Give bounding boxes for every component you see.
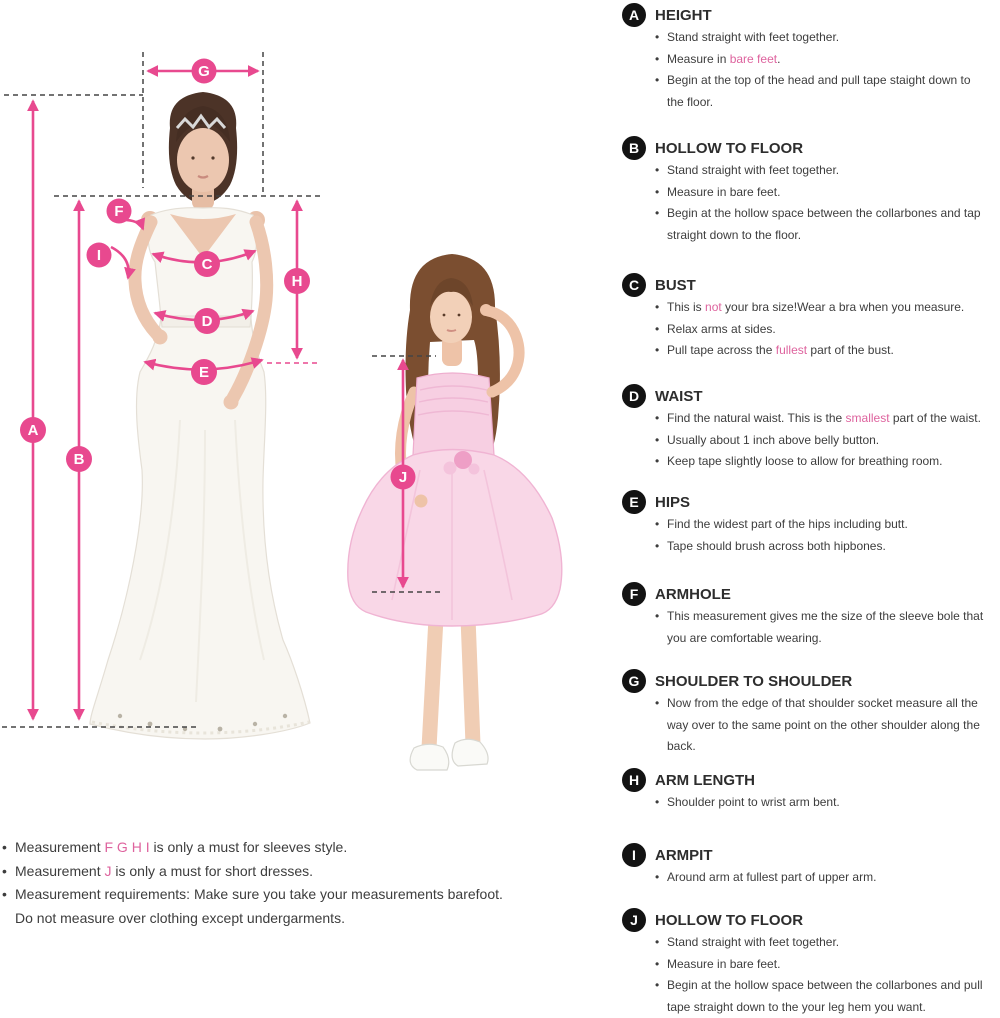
bullet-text: Find the widest part of the hips including butt. (667, 517, 908, 531)
svg-text:J: J (398, 469, 408, 486)
bullet-text: Begin at the hollow space between the collarbones and pull (667, 978, 983, 992)
instruction-section-B (622, 136, 998, 246)
bullet-text: Measure in bare feet. (667, 956, 781, 971)
bullet-item (655, 975, 998, 1018)
badge-letter: D (628, 388, 640, 404)
section-title: BUST (655, 276, 696, 294)
section-bullets (622, 867, 998, 889)
section-title: ARMHOLE (655, 585, 731, 603)
bullet-item (655, 954, 998, 976)
bullet-text: Now from the edge of that shoulder socket measure all the (667, 696, 978, 710)
letter-badge (622, 384, 646, 408)
section-header (622, 768, 998, 792)
note-text: F G H I (104, 839, 150, 855)
instruction-section-J (622, 908, 998, 1018)
bullet-text: tape straight down to the your leg hem you want. (667, 999, 926, 1014)
svg-text:H: H (291, 273, 303, 290)
bullet-text: Around arm at fullest part of upper arm. (667, 870, 877, 884)
armhole-arrow (126, 220, 143, 229)
badge-letter: J (630, 912, 638, 928)
instruction-section-G (622, 669, 998, 758)
section-title: HOLLOW TO FLOOR (655, 139, 804, 157)
bullet-text: This measurement gives me the size of the sleeve bole that (667, 609, 984, 623)
bullet-text: Stand straight with feet together. (667, 30, 840, 44)
badge-letter: I (632, 847, 636, 863)
letter-badge (622, 843, 646, 867)
note-item (2, 860, 522, 884)
bullet-item (655, 514, 998, 536)
letter-badge (622, 908, 646, 932)
badge-letter: B (628, 140, 640, 156)
bullet-text: your bra size!Wear a bra when you measure. (721, 300, 965, 314)
badge-letter: E (629, 494, 639, 510)
letter-badge (622, 3, 646, 27)
instruction-list (615, 0, 998, 1014)
letter-badge (622, 669, 646, 693)
bullet-text: Stand straight with feet together. (667, 163, 840, 177)
section-bullets (622, 514, 998, 557)
letter-badge (622, 273, 646, 297)
bullet-text: smallest (845, 411, 890, 425)
bullet-text: part of the waist. (889, 411, 981, 425)
bullet-item (655, 932, 998, 954)
section-header (622, 582, 998, 606)
instruction-section-E (622, 490, 998, 557)
bullet-text: Usually about 1 inch above belly button. (667, 432, 880, 447)
letter-badge (622, 136, 646, 160)
bullet-item (655, 606, 998, 649)
bullet-item (655, 70, 998, 113)
badge-letter: H (628, 772, 640, 788)
section-bullets (622, 792, 998, 814)
section-title: ARM LENGTH (655, 771, 755, 789)
bullet-item (655, 792, 998, 814)
bullet-text: Shoulder point to wrist arm bent. (667, 795, 840, 809)
marker-J (391, 465, 416, 490)
instruction-section-F (622, 582, 998, 649)
bullet-text: way over to the same point on the other shoulder along the (667, 717, 980, 732)
note-text: Measurement (15, 839, 105, 855)
letter-badge (622, 768, 646, 792)
section-title: HEIGHT (655, 6, 712, 24)
bullet-text: Relax arms at sides. (667, 321, 776, 336)
svg-text:A: A (27, 422, 39, 439)
section-header (622, 384, 998, 408)
svg-text:F: F (114, 203, 124, 220)
note-item (2, 883, 522, 930)
bullet-item (655, 408, 998, 430)
note-text: Do not measure over clothing except undergarments. (15, 909, 345, 926)
marker-H (284, 268, 310, 294)
badge-letter: A (628, 7, 640, 23)
bullet-item (655, 297, 998, 319)
note-item (2, 836, 522, 860)
marker-I (87, 243, 112, 268)
section-title: WAIST (655, 387, 703, 405)
bullet-text: fullest (775, 343, 808, 357)
section-bullets (622, 932, 998, 1018)
letter-badge (622, 490, 646, 514)
short-dress-figure-image (348, 254, 562, 770)
bullet-text: part of the bust. (807, 343, 894, 357)
bullet-item (655, 536, 998, 558)
section-bullets (622, 606, 998, 649)
letter-badge (622, 582, 646, 606)
bullet-text: Begin at the hollow space between the collarbones and tap (667, 206, 981, 220)
bullet-text: Find the natural waist. This is the (667, 411, 846, 425)
note-text: Measurement (15, 862, 105, 879)
bullet-item (655, 340, 998, 362)
marker-E (191, 359, 217, 385)
instruction-section-D (622, 384, 998, 473)
bullet-text: Keep tape slightly loose to allow for breathing room. (667, 454, 943, 468)
marker-F (107, 199, 132, 224)
bullet-text: Begin at the top of the head and pull tape staight down to (667, 73, 971, 87)
instruction-section-C (622, 273, 998, 362)
section-header (622, 136, 998, 160)
armpit-arrow (111, 247, 129, 278)
marker-A (20, 417, 46, 443)
bullet-text: the floor. (667, 94, 714, 109)
svg-text:E: E (198, 364, 210, 381)
bullet-text: Tape should brush across both hipbones. (667, 538, 886, 553)
section-title: HOLLOW TO FLOOR (655, 911, 804, 929)
section-header (622, 490, 998, 514)
note-text: is only a must for sleeves style. (149, 839, 348, 855)
bullet-item (655, 451, 998, 473)
bullet-text: Stand straight with feet together. (667, 935, 840, 949)
bullet-item (655, 203, 998, 246)
section-header (622, 843, 998, 867)
bullet-text: Measure in (667, 51, 730, 66)
bullet-text: This is (667, 300, 706, 314)
bullet-text: not (705, 300, 722, 314)
section-title: SHOULDER TO SHOULDER (655, 672, 853, 690)
bullet-text: you are comfortable wearing. (667, 630, 822, 645)
badge-letter: G (628, 673, 640, 689)
svg-text:C: C (201, 256, 213, 273)
section-bullets (622, 408, 998, 473)
bullet-item (655, 319, 998, 341)
bullet-text: back. (667, 739, 696, 753)
bullet-item (655, 49, 998, 71)
section-title: HIPS (655, 493, 691, 511)
section-header (622, 3, 998, 27)
section-title: ARMPIT (655, 846, 713, 864)
svg-text:B: B (73, 451, 85, 468)
bullet-item (655, 160, 998, 182)
svg-text:D: D (201, 313, 213, 330)
bride-figure-image (90, 92, 310, 739)
marker-G (192, 59, 217, 84)
note-text: Measurement requirements: Make sure you take your measurements barefoot. (15, 886, 503, 902)
section-bullets (622, 27, 998, 113)
svg-text:I: I (96, 247, 102, 264)
bullet-text: . (777, 51, 781, 66)
notes-list (2, 836, 522, 930)
bullet-item (655, 693, 998, 758)
bullet-item (655, 430, 998, 452)
section-header (622, 908, 998, 932)
note-text: is only a must for short dresses. (111, 862, 314, 879)
bullet-item (655, 27, 998, 49)
section-header (622, 273, 998, 297)
section-bullets (622, 160, 998, 246)
badge-letter: C (628, 277, 640, 293)
section-bullets (622, 693, 998, 758)
marker-C (194, 251, 220, 277)
bullet-item (655, 867, 998, 889)
instruction-section-I (622, 843, 998, 889)
note-text: J (104, 862, 112, 879)
bullet-text: Pull tape across the (667, 343, 776, 357)
section-bullets (622, 297, 998, 362)
marker-D (194, 308, 220, 334)
bullet-text: Measure in bare feet. (667, 184, 781, 199)
marker-B (66, 446, 92, 472)
instruction-section-H (622, 768, 998, 814)
svg-text:G: G (198, 63, 210, 80)
instruction-section-A (622, 3, 998, 113)
bullet-item (655, 182, 998, 204)
section-header (622, 669, 998, 693)
bullet-text: bare feet (729, 51, 778, 66)
badge-letter: F (629, 586, 639, 602)
bullet-text: straight down to the floor. (667, 227, 802, 242)
